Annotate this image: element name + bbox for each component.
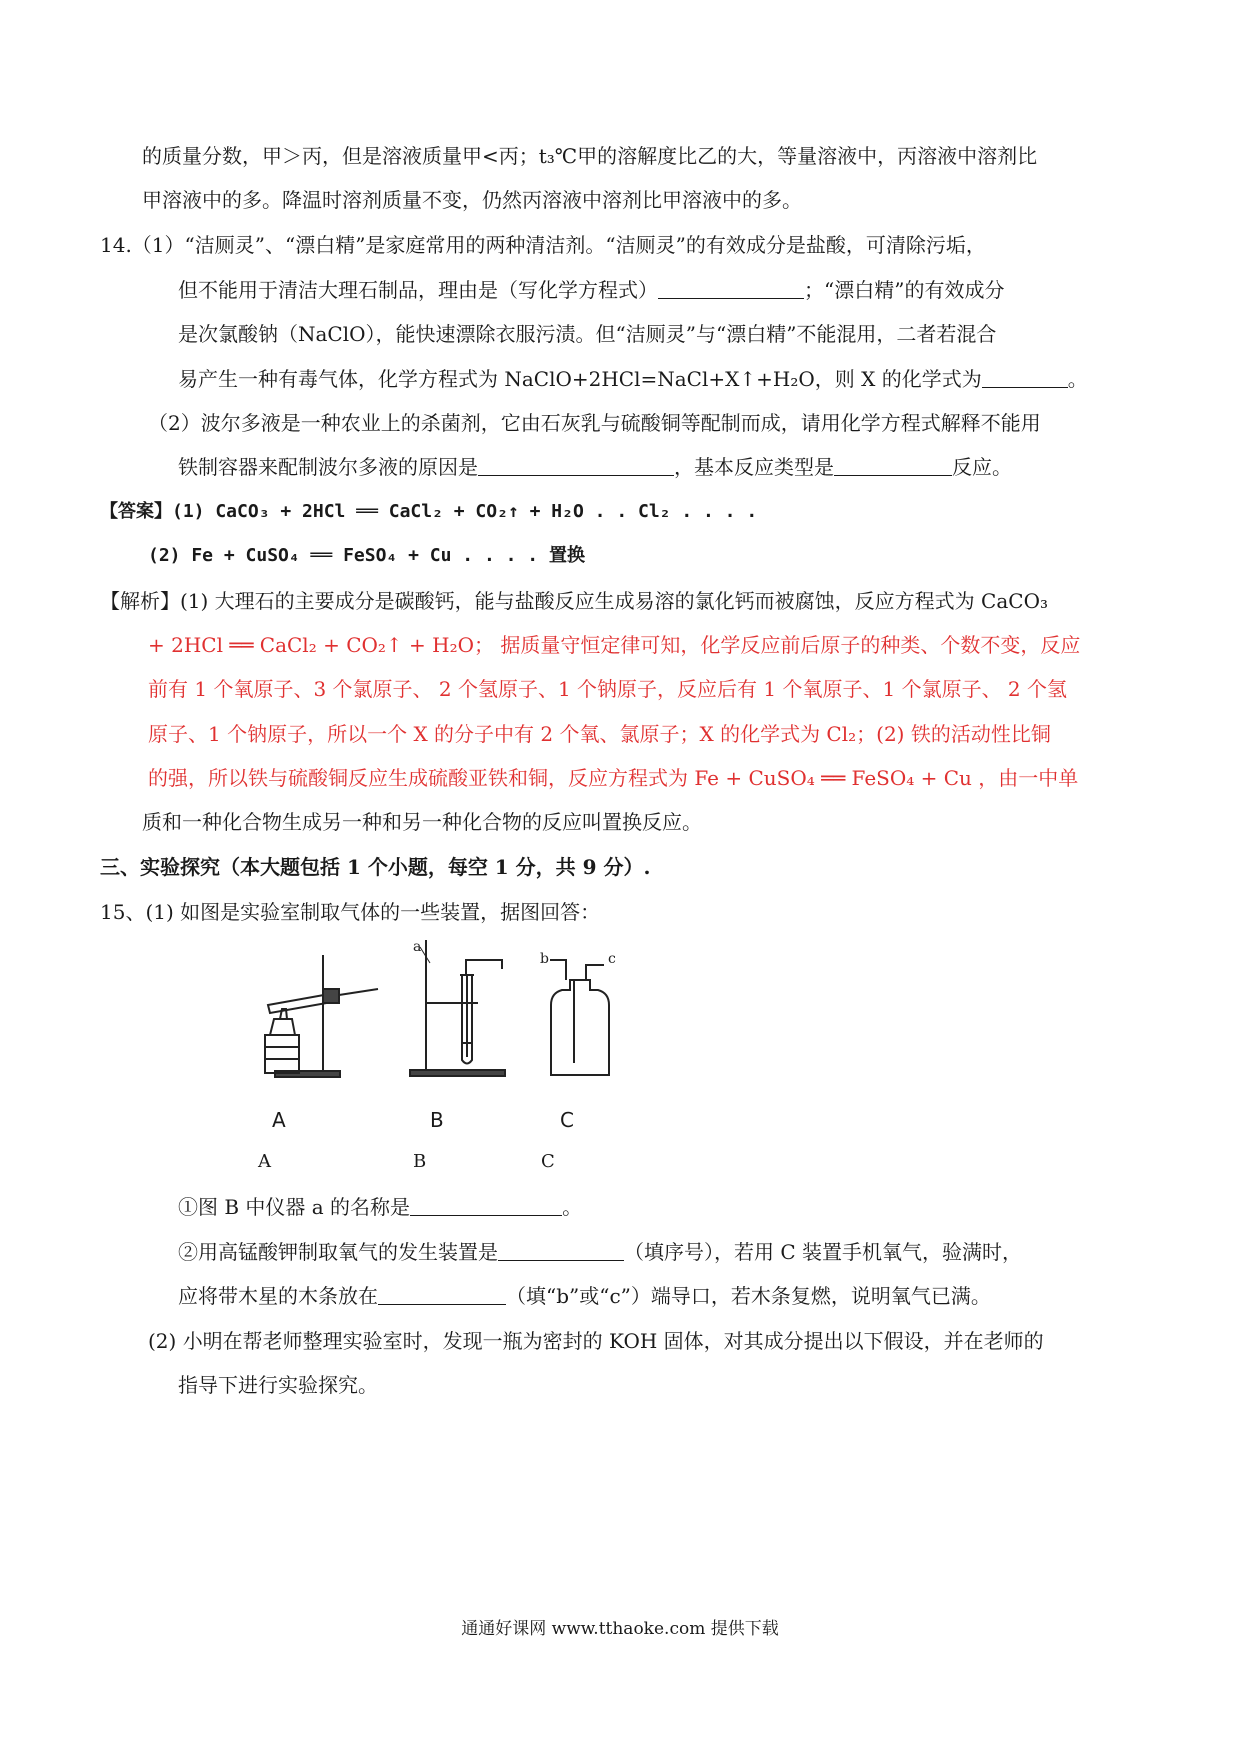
question-text: ；“漂白精”的有效成分 bbox=[804, 278, 1005, 302]
question-text: ①图 B 中仪器 a 的名称是 bbox=[178, 1195, 411, 1219]
question-text: （填序号），若用 C 装置手机氧气，验满时， bbox=[624, 1240, 1023, 1264]
question-text: 但不能用于清洁大理石制品，理由是（写化学方程式） bbox=[178, 278, 658, 302]
question-14-line: （2）波尔多液是一种农业上的杀菌剂，它由石灰乳与硫酸铜等配制而成，请用化学方程式解释不能用 bbox=[148, 411, 1041, 435]
answer-blank[interactable] bbox=[658, 278, 804, 299]
alcohol-lamp bbox=[270, 1019, 295, 1035]
analysis-line: 【解析】(1) 大理石的主要成分是碳酸钙，能与盐酸反应生成易溶的氯化钙而被腐蚀，反应方程式为 CaCO₃ bbox=[100, 589, 1048, 613]
question-14-line bbox=[178, 453, 1012, 481]
figure-letter-a: A bbox=[272, 1108, 286, 1132]
answer-blank[interactable] bbox=[498, 1240, 624, 1261]
question-15-line bbox=[178, 1193, 582, 1221]
caption-letter-a: A bbox=[258, 1151, 271, 1172]
label-c: c bbox=[608, 951, 616, 967]
answer-blank[interactable] bbox=[410, 1195, 562, 1216]
question-14-line: 是次氯酸钠（NaClO），能快速漂除衣服污渍。但“洁厕灵”与“漂白精”不能混用，二者若混合 bbox=[178, 322, 997, 346]
answer-line: 【答案】(1) CaCO₃ + 2HCl ══ CaCl₂ + CO₂↑ + H₂O . . Cl₂ . . . . bbox=[100, 501, 758, 522]
question-15-line bbox=[178, 1238, 1022, 1266]
page-footer: 通通好课网 www.tthaoke.com 提供下载 bbox=[461, 1619, 779, 1639]
question-14-line bbox=[178, 276, 1004, 304]
answer-blank[interactable] bbox=[378, 1284, 506, 1305]
analysis-line: 的强，所以铁与硫酸铜反应生成硫酸亚铁和铜，反应方程式为 Fe + CuSO₄ ══ FeSO₄ + Cu ，由一中单 bbox=[148, 766, 1079, 790]
analysis-line: 质和一种化合物生成另一种和另一种化合物的反应叫置换反应。 bbox=[142, 810, 702, 834]
figure-letter-b: B bbox=[430, 1108, 444, 1132]
question-text: 易产生一种有毒气体，化学方程式为 NaClO+2HCl=NaCl+X↑+H₂O，则 X 的化学式为 bbox=[178, 367, 982, 391]
analysis-line: + 2HCl ══ CaCl₂ + CO₂↑ + H₂O； 据质量守恒定律可知，化学反应前后原子的种类、个数不变，反应 bbox=[148, 633, 1081, 657]
gas-bottle bbox=[551, 980, 609, 1075]
caption-letter-b: B bbox=[413, 1151, 427, 1172]
caption-letter-c: C bbox=[541, 1151, 555, 1172]
label-b: b bbox=[540, 951, 549, 967]
question-text: 。 bbox=[562, 1195, 583, 1219]
question-14-line: 14.（1）“洁厕灵”、“漂白精”是家庭常用的两种清洁剂。“洁厕灵”的有效成分是盐酸，可清除污垢， bbox=[100, 233, 986, 257]
analysis-line: 原子、1 个钠原子，所以一个 X 的分子中有 2 个氧、氯原子；X 的化学式为 Cl₂；(2) 铁的活动性比铜 bbox=[148, 722, 1051, 746]
question-text: 。 bbox=[1067, 367, 1088, 391]
label-a: a bbox=[413, 939, 422, 955]
answer-blank[interactable] bbox=[478, 455, 674, 476]
paragraph-line: 甲溶液中的多。降温时溶剂质量不变，仍然丙溶液中溶剂比甲溶液中的多。 bbox=[142, 188, 802, 212]
question-14-line bbox=[178, 365, 1088, 393]
apparatus-figure bbox=[240, 935, 660, 1085]
question-15-line bbox=[178, 1282, 991, 1310]
question-text: ，基本反应类型是 bbox=[674, 455, 834, 479]
question-text: 铁制容器来配制波尔多液的原因是 bbox=[178, 455, 478, 479]
delivery-tube bbox=[339, 989, 378, 995]
question-text: ②用高锰酸钾制取氧气的发生装置是 bbox=[178, 1240, 498, 1264]
question-text: 反应。 bbox=[952, 455, 1012, 479]
section-heading: 三、实验探究（本大题包括 1 个小题，每空 1 分，共 9 分）. bbox=[100, 855, 651, 879]
figure-letter-c: C bbox=[560, 1108, 574, 1132]
question-15-intro: 15、(1) 如图是实验室制取气体的一些装置，据图回答： bbox=[100, 900, 601, 924]
question-text: 应将带木星的木条放在 bbox=[178, 1284, 378, 1308]
question-15-line: 指导下进行实验探究。 bbox=[178, 1373, 378, 1397]
question-text: （填“b”或“c”）端导口，若木条复燃，说明氧气已满。 bbox=[506, 1284, 991, 1308]
answer-blank[interactable] bbox=[834, 455, 952, 476]
apparatus-drawing bbox=[240, 935, 660, 1085]
wood-block bbox=[265, 1035, 299, 1073]
question-15-line: (2) 小明在帮老师整理实验室时，发现一瓶为密封的 KOH 固体，对其成分提出以下假设，并在老师的 bbox=[148, 1329, 1044, 1353]
answer-line: (2) Fe + CuSO₄ ══ FeSO₄ + Cu . . . . 置换 bbox=[148, 545, 585, 566]
paragraph-line: 的质量分数，甲＞丙，但是溶液质量甲<丙；t₃℃甲的溶解度比乙的大，等量溶液中，丙溶液中溶剂比 bbox=[142, 144, 1038, 168]
analysis-line: 前有 1 个氧原子、3 个氯原子、 2 个氢原子、1 个钠原子，反应后有 1 个氧原子、1 个氯原子、 2 个氢 bbox=[148, 677, 1068, 701]
answer-blank[interactable] bbox=[982, 367, 1068, 388]
